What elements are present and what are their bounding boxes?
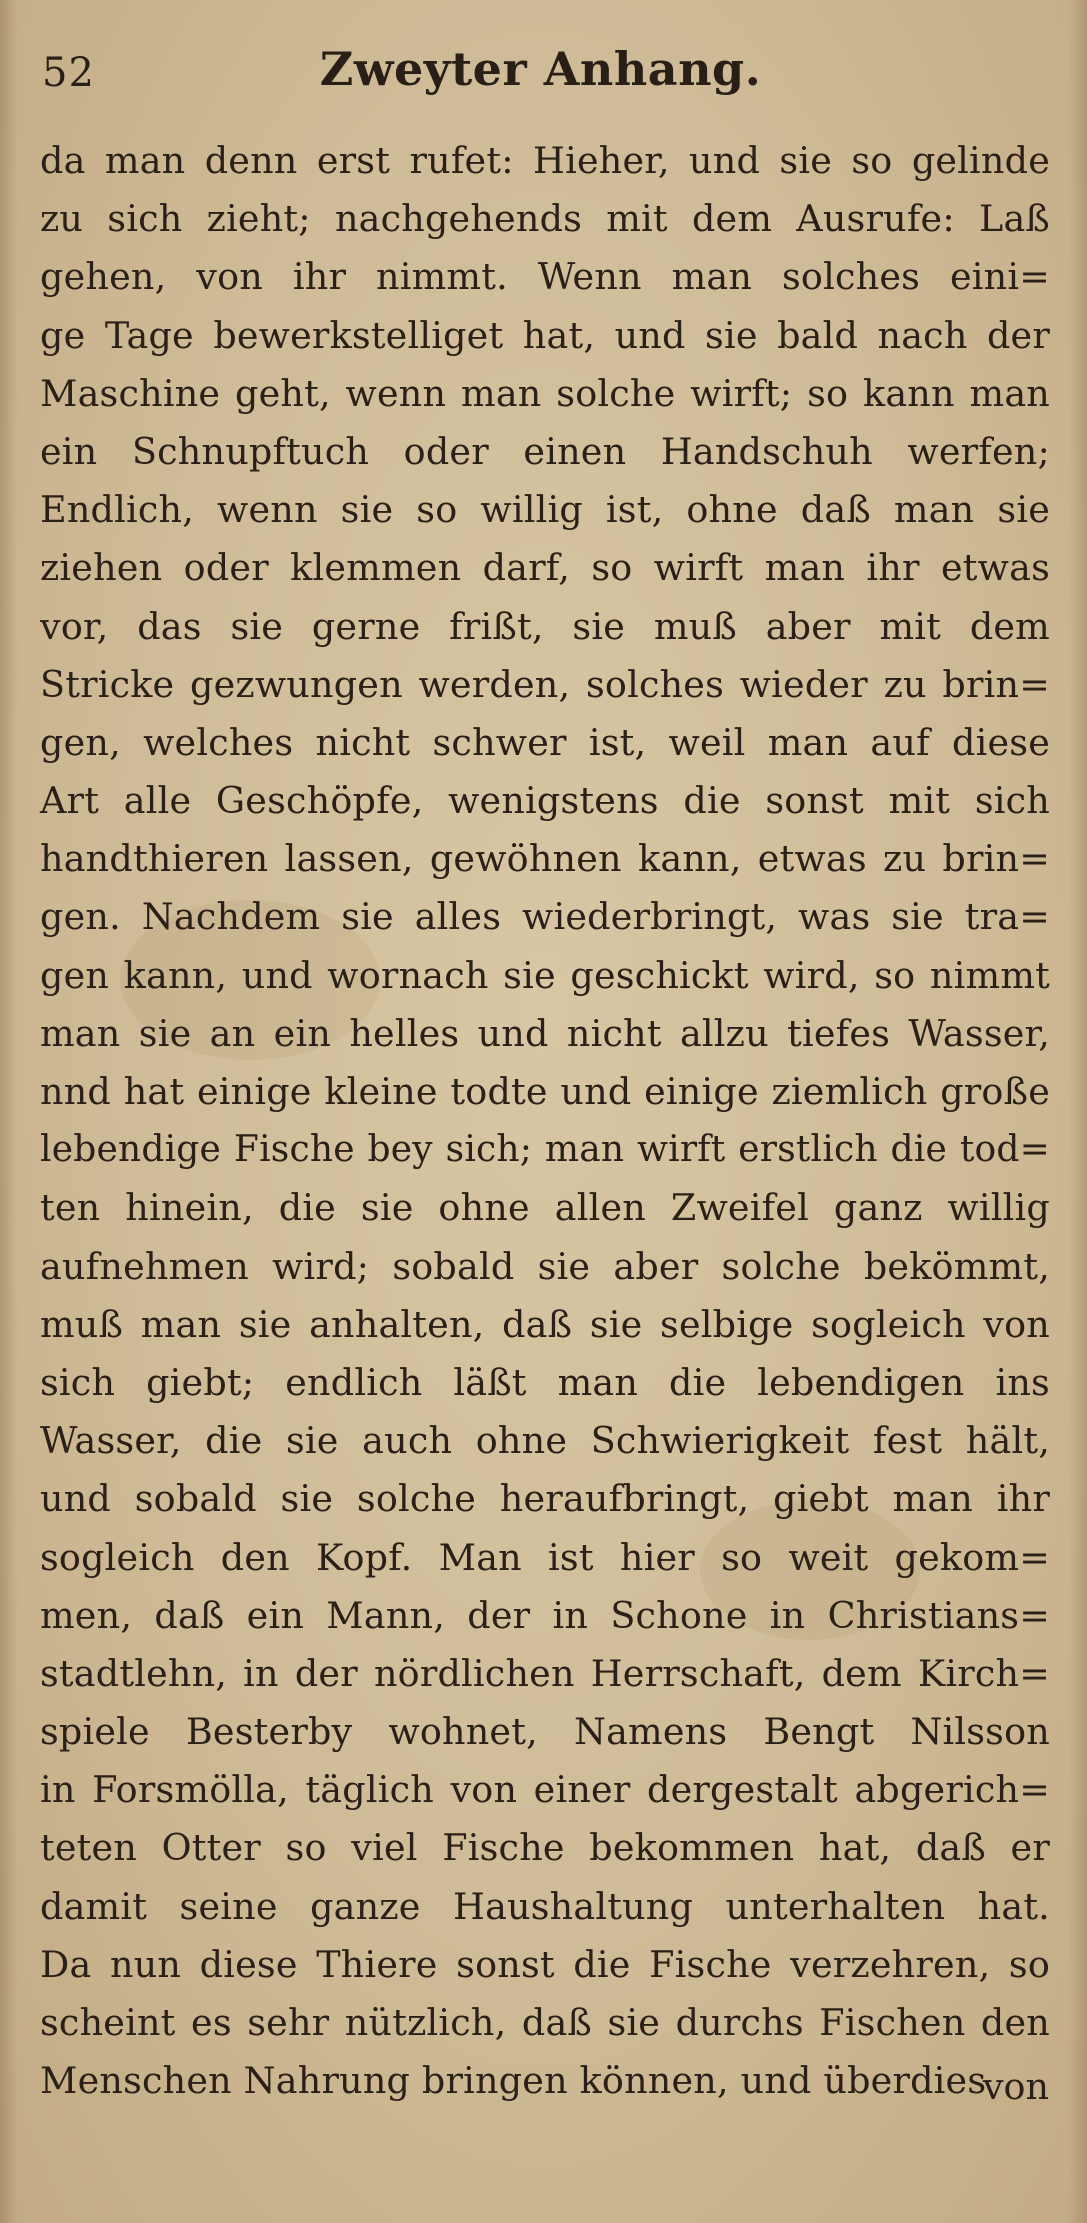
text-line: ten hinein, die sie ohne allen Zweifel ganz willig [40,1186,1050,1230]
text-line: nnd hat einige kleine todte und einige ziemlich große [40,1070,1050,1113]
page-header [34,28,1047,108]
text-line: Wasser, die sie auch ohne Schwierigkeit fest hält, [40,1419,1050,1463]
text-line: muß man sie anhalten, daß sie selbige sogleich von [40,1302,1050,1346]
right-page-edge [1069,0,1087,2223]
text-line: damit seine ganze Haushaltung unterhalten hat. [40,1884,1050,1928]
text-line: vor, das sie gerne frißt, sie muß aber mit dem [40,604,1050,648]
body-text [40,132,1050,2110]
catchword: von [982,2065,1049,2108]
page-number: 52 [42,50,95,96]
text-line: aufnehmen wird; sobald sie aber solche bekömmt, [40,1244,1050,1288]
text-line: gen, welches nicht schwer ist, weil man auf diese [40,720,1050,764]
text-line: zu sich zieht; nachgehends mit dem Ausrufe: Laß [40,197,1050,241]
text-line: ge Tage bewerkstelliget hat, und sie bald nach der [40,313,1050,357]
text-line: lebendige Fische bey sich; man wirft erstlich die tod= [40,1129,1050,1171]
text-line: sich giebt; endlich läßt man die lebendigen ins [40,1360,1050,1404]
text-line: in Forsmölla, täglich von einer dergestalt abgerich= [40,1768,1050,1812]
text-line: Art alle Geschöpfe, wenigstens die sonst mit sich [40,779,1050,823]
text-line: sogleich den Kopf. Man ist hier so weit gekom= [40,1535,1050,1579]
running-head: Zweyter Anhang. [319,42,762,96]
text-line: ein Schnupftuch oder einen Handschuh werfen; [40,429,1050,473]
text-line: ziehen oder klemmen darf, so wirft man ihr etwas [40,546,1050,590]
text-line: Menschen Nahrung bringen können, und überdies [40,2059,987,2103]
text-line: stadtlehn, in der nördlichen Herrschaft, dem Kirch= [40,1651,1050,1695]
text-line: men, daß ein Mann, der in Schone in Christians= [40,1593,1050,1637]
text-line: scheint es sehr nützlich, daß sie durchs Fischen den [40,2001,1050,2044]
text-line: Maschine geht, wenn man solche wirft; so kann man [40,371,1050,415]
text-line: spiele Besterby wohnet, Namens Bengt Nilsson [40,1710,1050,1754]
left-page-edge [0,0,18,2223]
text-line: man sie an ein helles und nicht allzu tiefes Wasser, [40,1011,1050,1055]
text-line: Endlich, wenn sie so willig ist, ohne daß man sie [40,488,1050,532]
text-line: gen. Nachdem sie alles wiederbringt, was sie tra= [40,895,1050,939]
text-line: handthieren lassen, gewöhnen kann, etwas zu brin= [40,837,1050,881]
text-line: da man denn erst rufet: Hieher, und sie so gelinde [40,139,1050,182]
text-line: gehen, von ihr nimmt. Wenn man solches eini= [40,255,1050,299]
text-line: gen kann, und wornach sie geschickt wird, so nimmt [40,953,1050,997]
text-line: teten Otter so viel Fische bekommen hat, daß er [40,1826,1050,1870]
text-line: und sobald sie solche heraufbringt, giebt man ihr [40,1477,1050,1521]
text-line: Da nun diese Thiere sonst die Fische verzehren, so [40,1942,1050,1986]
text-line: Stricke gezwungen werden, solches wieder zu brin= [40,662,1050,706]
